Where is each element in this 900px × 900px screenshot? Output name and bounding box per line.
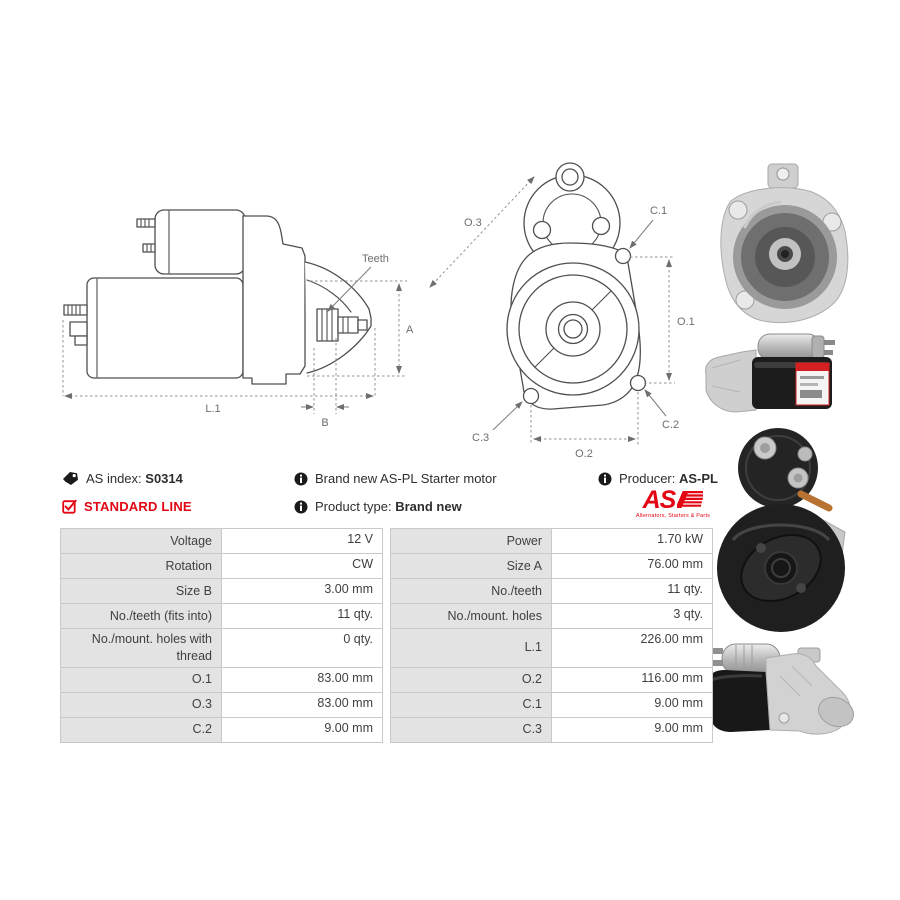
spec-value: 3.00 mm	[222, 579, 383, 604]
spec-row	[61, 579, 713, 604]
photo-rear-illustration	[717, 428, 845, 632]
as-index-field	[62, 471, 183, 486]
spec-row	[61, 629, 713, 668]
info-icon	[294, 472, 308, 486]
spec-row	[61, 667, 713, 692]
product-photo-front-view	[700, 162, 865, 330]
spec-column-gap	[383, 529, 391, 554]
producer-value: AS-PL	[679, 471, 718, 486]
spec-value: 1.70 kW	[552, 529, 713, 554]
logo-mark	[628, 488, 718, 512]
logo-stripes	[677, 490, 703, 510]
spec-label: O.1	[61, 667, 222, 692]
dim-label-b: B	[321, 417, 329, 429]
spec-label: L.1	[391, 629, 552, 668]
dim-label-o2: O.2	[575, 448, 593, 460]
spec-label: No./mount. holes with thread	[61, 629, 222, 668]
spec-label: No./teeth	[391, 579, 552, 604]
spec-label: No./teeth (fits into)	[61, 604, 222, 629]
spec-value: CW	[222, 554, 383, 579]
product-type-text	[315, 499, 462, 514]
side-view-technical-drawing	[55, 188, 420, 448]
spec-label: Size B	[61, 579, 222, 604]
producer-label: Producer:	[619, 471, 676, 486]
spec-column-gap	[383, 717, 391, 742]
dim-label-c1: C.1	[650, 205, 668, 217]
as-index-label: AS index:	[86, 471, 142, 486]
spec-column-gap	[383, 554, 391, 579]
dim-label-c3: C.3	[472, 432, 490, 444]
product-description-text: Brand new AS-PL Starter motor	[315, 471, 497, 486]
spec-label: Rotation	[61, 554, 222, 579]
product-photo-angled-view	[700, 636, 862, 738]
logo-tagline: Alternators, Starters & Parts	[635, 513, 711, 519]
as-index-text	[86, 471, 183, 486]
spec-value: 83.00 mm	[222, 667, 383, 692]
product-type-label: Product type:	[315, 499, 392, 514]
tag-icon	[62, 471, 79, 486]
checkbox-icon	[62, 499, 77, 514]
starter-motor-front-outline	[507, 163, 646, 409]
spec-label: O.2	[391, 667, 552, 692]
as-index-value: S0314	[145, 471, 183, 486]
photo-front-illustration	[721, 164, 848, 323]
dim-label-o1: O.1	[677, 316, 695, 328]
dim-label-c2: C.2	[662, 419, 680, 431]
spec-column-gap	[383, 692, 391, 717]
c1-leader-line	[630, 220, 653, 248]
dim-label-teeth: Teeth	[362, 253, 389, 265]
spec-value: 9.00 mm	[552, 692, 713, 717]
spec-row	[61, 529, 713, 554]
spec-value: 83.00 mm	[222, 692, 383, 717]
info-icon	[598, 472, 612, 486]
spec-label: Power	[391, 529, 552, 554]
spec-value: 76.00 mm	[552, 554, 713, 579]
info-icon	[294, 500, 308, 514]
spec-table	[60, 528, 713, 743]
dim-label-a: A	[406, 324, 414, 336]
dim-label-o3: O.3	[464, 217, 482, 229]
spec-value: 116.00 mm	[552, 667, 713, 692]
spec-label: Voltage	[61, 529, 222, 554]
spec-column-gap	[383, 579, 391, 604]
as-pl-logo	[628, 488, 718, 519]
spec-label: No./mount. holes	[391, 604, 552, 629]
spec-label: O.3	[61, 692, 222, 717]
spec-row	[61, 604, 713, 629]
spec-row	[61, 717, 713, 742]
spec-value: 0 qty.	[222, 629, 383, 668]
product-photo-rear-view	[703, 420, 855, 635]
spec-value: 11 qty.	[552, 579, 713, 604]
spec-value: 9.00 mm	[222, 717, 383, 742]
standard-line-badge	[62, 499, 192, 514]
dim-label-l1: L.1	[205, 403, 221, 415]
product-type-field	[294, 499, 462, 514]
front-view-technical-drawing	[420, 156, 715, 471]
spec-row	[61, 554, 713, 579]
c3-leader-line	[493, 402, 522, 430]
spec-label: C.3	[391, 717, 552, 742]
standard-line-label: STANDARD LINE	[84, 499, 192, 514]
logo-text: AS	[642, 486, 676, 514]
photo-side-illustration	[706, 334, 835, 412]
product-description-field	[294, 471, 497, 486]
spec-value: 3 qty.	[552, 604, 713, 629]
spec-label: C.2	[61, 717, 222, 742]
starter-motor-side-outline	[64, 210, 371, 384]
producer-field	[598, 471, 718, 486]
spec-label: C.1	[391, 692, 552, 717]
c2-leader-line	[645, 390, 666, 416]
producer-text	[619, 471, 718, 486]
product-photo-side-view	[700, 330, 850, 420]
spec-value: 9.00 mm	[552, 717, 713, 742]
spec-value: 12 V	[222, 529, 383, 554]
spec-value: 226.00 mm	[552, 629, 713, 668]
spec-column-gap	[383, 667, 391, 692]
spec-value: 11 qty.	[222, 604, 383, 629]
spec-column-gap	[383, 629, 391, 668]
spec-row	[61, 692, 713, 717]
photo-angled-illustration	[708, 644, 858, 734]
product-type-value: Brand new	[395, 499, 462, 514]
spec-column-gap	[383, 604, 391, 629]
spec-label: Size A	[391, 554, 552, 579]
